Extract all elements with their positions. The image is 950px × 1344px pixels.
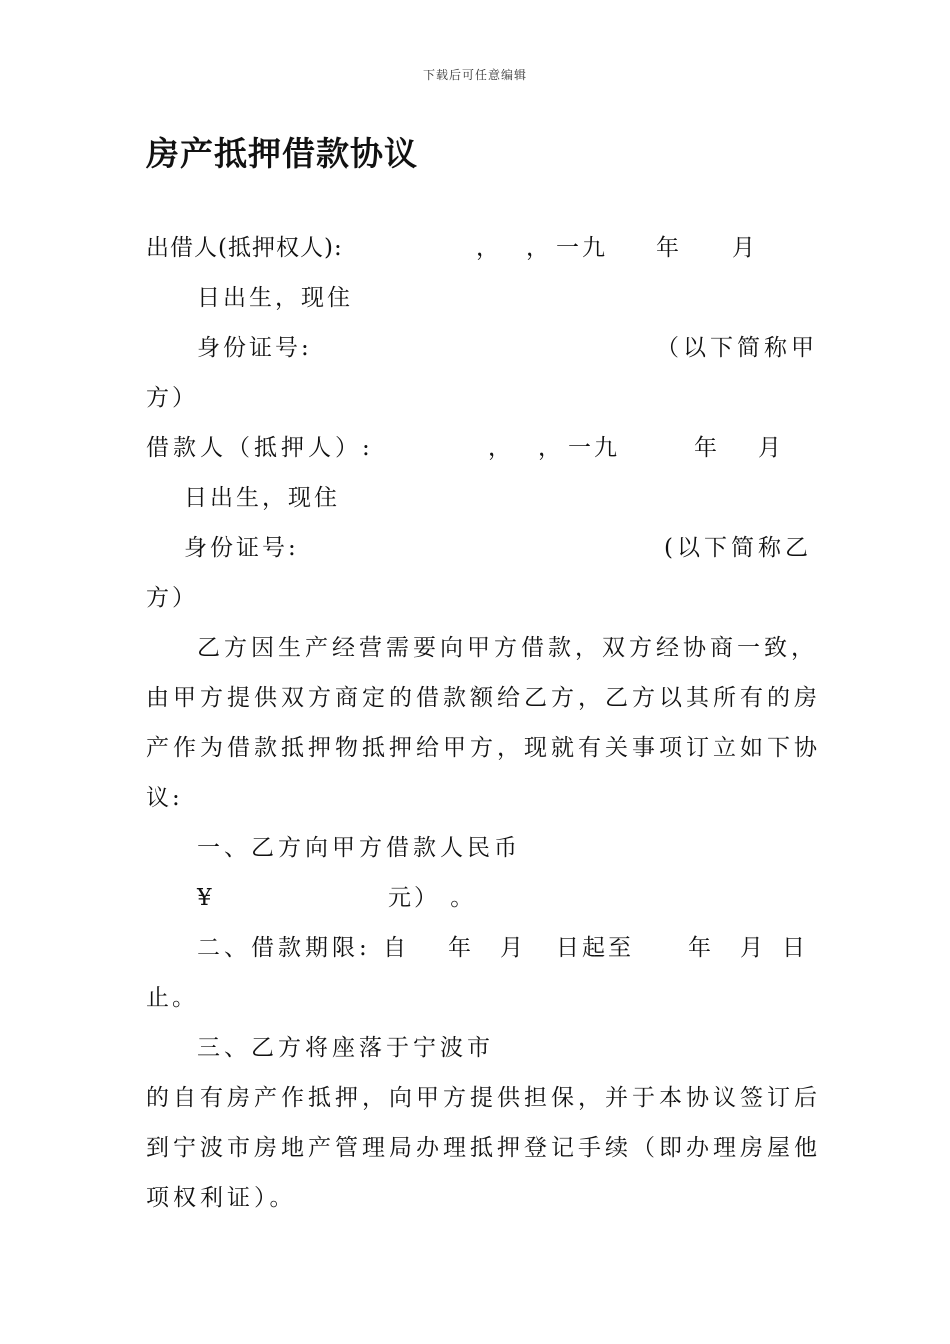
- borrower-abbr: (以下简称乙: [664, 535, 812, 561]
- clause-2-day-1: 日起至: [556, 935, 634, 961]
- lender-comma-2: ，: [526, 235, 552, 261]
- clause-2-day-2: 日: [782, 935, 808, 961]
- borrower-year: 年: [694, 435, 720, 461]
- clause-3-line-4: 项权利证）。: [146, 1185, 297, 1211]
- lender-label: 出借人(抵押权人):: [146, 235, 343, 261]
- lender-year: 年: [656, 235, 682, 261]
- clause-2-label: 二、借款期限:: [197, 935, 371, 961]
- borrower-id-label: 身份证号:: [184, 535, 299, 561]
- lender-abbr-end: 方）: [146, 385, 198, 411]
- lender-month: 月: [732, 235, 758, 261]
- borrower-born-prefix: 一九: [568, 435, 620, 461]
- borrower-birth-address: 日出生，现住: [184, 485, 340, 511]
- intro-line-1: 乙方因生产经营需要向甲方借款，双方经协商一致，: [197, 635, 818, 661]
- clause-1-unit: 元） 。: [388, 885, 477, 911]
- lender-born-prefix: 一九: [556, 235, 608, 261]
- lender-id-label: 身份证号:: [197, 335, 312, 361]
- header-note: 下载后可任意编辑: [422, 68, 527, 82]
- intro-line-4: 议:: [146, 785, 183, 811]
- clause-3-line-3: 到宁波市房地产管理局办理抵押登记手续（即办理房屋他: [146, 1135, 821, 1161]
- borrower-abbr-end: 方）: [146, 585, 198, 611]
- borrower-comma-2: ，: [538, 435, 564, 461]
- intro-line-3: 产作为借款抵押物抵押给甲方，现就有关事项订立如下协: [146, 735, 821, 761]
- clause-1-line-1: 一、乙方向甲方借款人民币: [197, 835, 521, 861]
- borrower-label: 借款人（抵押人）:: [146, 435, 374, 461]
- lender-birth-address: 日出生，现住: [197, 285, 353, 311]
- clause-2-month-1: 月: [500, 935, 526, 961]
- clause-2-year-2: 年: [688, 935, 714, 961]
- clause-2-month-2: 月: [740, 935, 766, 961]
- lender-abbr: （以下简称甲: [656, 335, 818, 361]
- clause-3-line-2: 的自有房产作抵押，向甲方提供担保，并于本协议签订后: [146, 1085, 821, 1111]
- intro-line-2: 由甲方提供双方商定的借款额给乙方，乙方以其所有的房: [146, 685, 821, 711]
- document-title: 房产抵押借款协议: [146, 134, 418, 173]
- clause-2-end: 止。: [146, 985, 198, 1011]
- clause-3-line-1: 三、乙方将座落于宁波市: [197, 1035, 494, 1061]
- clause-2-year-1: 年: [448, 935, 474, 961]
- clause-2-from: 自: [383, 935, 409, 961]
- lender-comma-1: ，: [476, 235, 502, 261]
- borrower-month: 月: [758, 435, 784, 461]
- borrower-comma-1: ，: [488, 435, 514, 461]
- clause-1-currency: ¥: [197, 885, 215, 911]
